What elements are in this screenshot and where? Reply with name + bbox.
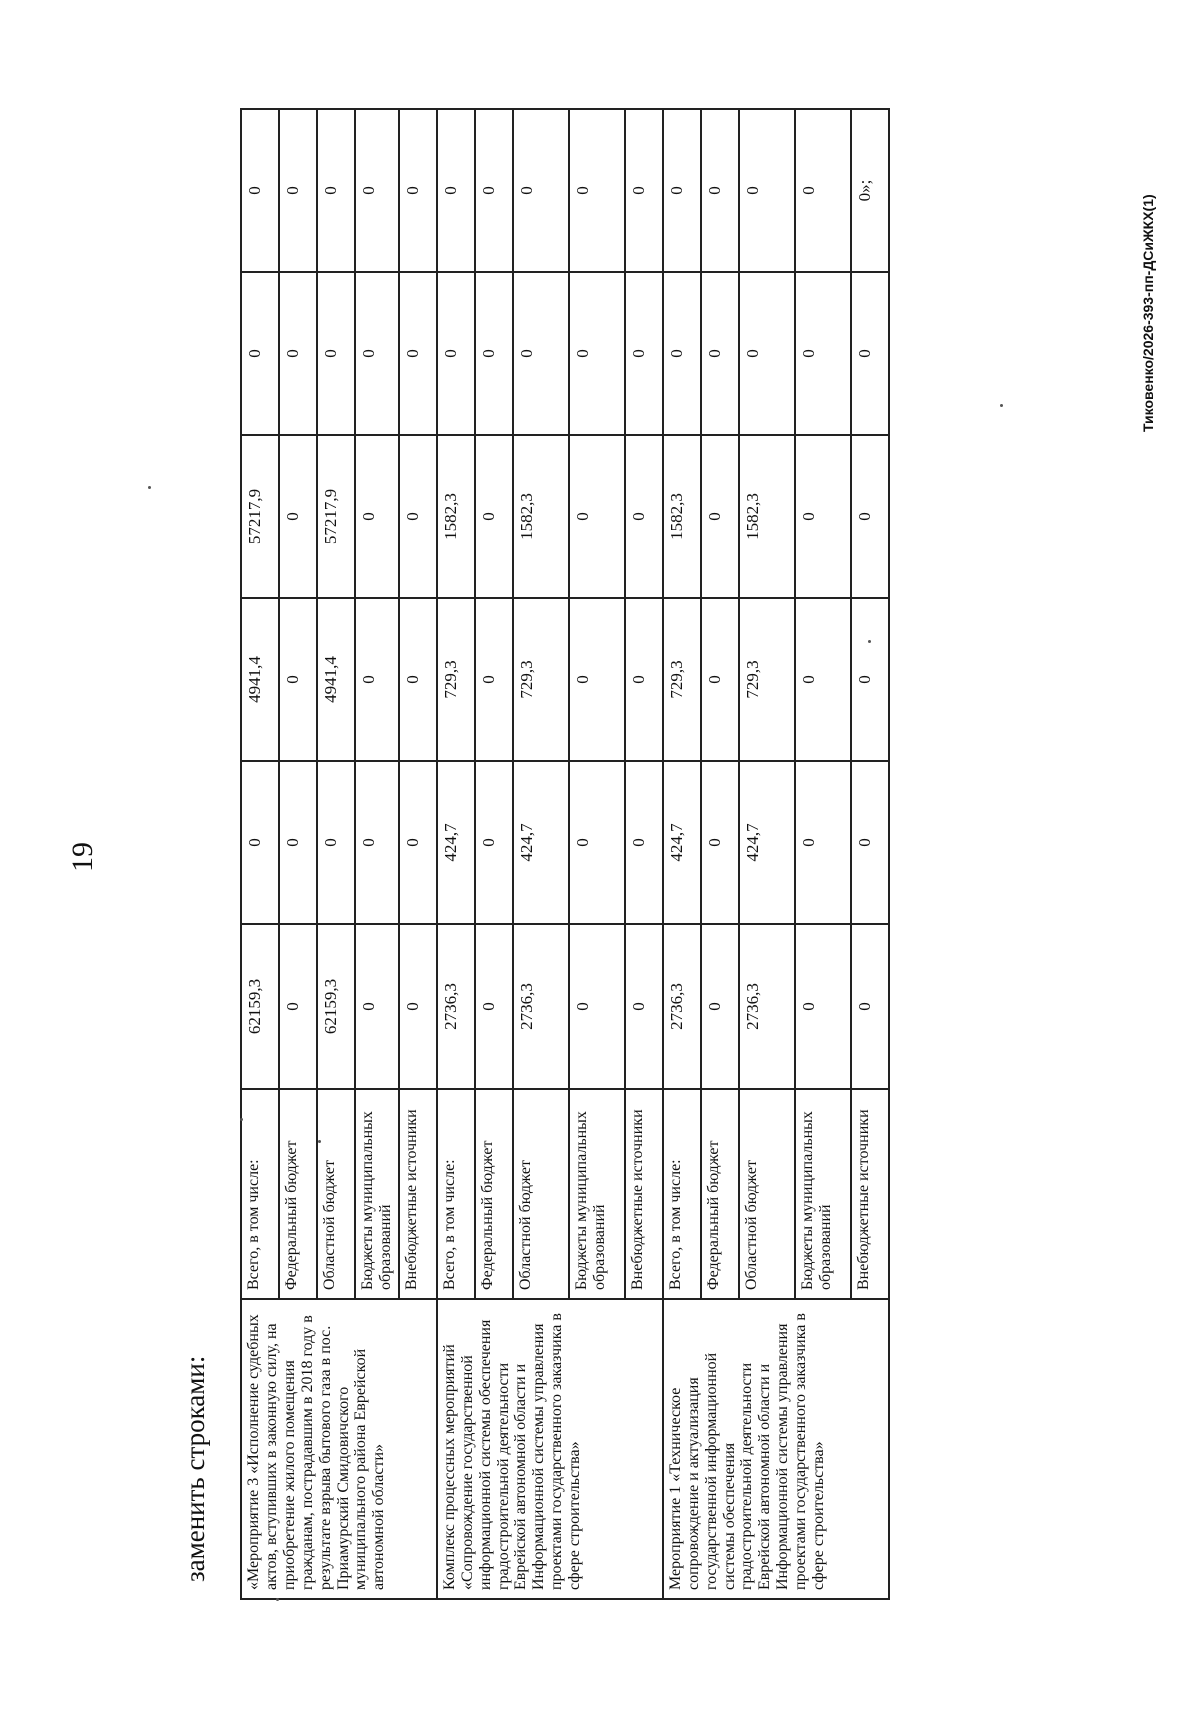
value-cell: 0 — [739, 109, 795, 272]
value-cell: 2736,3 — [437, 924, 475, 1089]
value-cell: 0 — [279, 435, 317, 598]
value-cell: 0 — [851, 598, 889, 761]
value-cell: 0 — [795, 924, 851, 1089]
value-cell: 1582,3 — [513, 435, 569, 598]
group-description: «Мероприятие 3 «Исполнение судебных актов, вступивших в законную силу, на приобретение жилого помещения гражданам, пострадавшим в 2018 году в результате взрыва бытового газа в пос. Приамурский Смидовичского муниципального района Еврейской автономной области» — [241, 1299, 437, 1599]
value-cell: 729,3 — [513, 598, 569, 761]
scan-speck — [868, 640, 871, 643]
value-cell: 0 — [701, 761, 739, 924]
funding-source: Внебюджетные источники — [399, 1089, 437, 1299]
value-cell: 0 — [795, 109, 851, 272]
funding-source: Внебюджетные источники — [851, 1089, 889, 1299]
value-cell: 62159,3 — [317, 924, 355, 1089]
value-cell: 0 — [355, 272, 399, 435]
value-cell: 424,7 — [739, 761, 795, 924]
funding-source: Федеральный бюджет — [279, 1089, 317, 1299]
value-cell: 4941,4 — [241, 598, 279, 761]
funding-source: Всего, в том числе: — [241, 1089, 279, 1299]
funding-source: Федеральный бюджет — [701, 1089, 739, 1299]
value-cell: 0 — [701, 435, 739, 598]
document-id: Тиковенко/2026-393-пп-ДСиЖКХ(1) — [1140, 194, 1156, 432]
value-cell: 0 — [701, 272, 739, 435]
scan-speck — [148, 486, 151, 489]
value-cell: 4941,4 — [317, 598, 355, 761]
value-cell: 0 — [355, 109, 399, 272]
page-number: 19 — [66, 842, 99, 872]
value-cell: 0 — [513, 272, 569, 435]
value-cell: 0 — [663, 109, 701, 272]
value-cell: 0 — [241, 761, 279, 924]
value-cell: 0 — [399, 272, 437, 435]
funding-source: Областной бюджет — [739, 1089, 795, 1299]
value-cell: 0 — [241, 272, 279, 435]
scan-speck — [240, 1118, 243, 1121]
value-cell: 424,7 — [513, 761, 569, 924]
value-cell: 0 — [625, 761, 663, 924]
funding-source: Областной бюджет — [317, 1089, 355, 1299]
value-cell: 0 — [739, 272, 795, 435]
scan-speck — [1000, 404, 1003, 407]
value-cell: 1582,3 — [663, 435, 701, 598]
value-cell: 0 — [355, 924, 399, 1089]
value-cell: 0 — [399, 598, 437, 761]
scan-speck — [276, 1598, 279, 1601]
value-cell: 0 — [279, 598, 317, 761]
value-cell: 0 — [625, 924, 663, 1089]
value-cell: 0 — [475, 435, 513, 598]
value-cell: 0 — [399, 109, 437, 272]
value-cell: 0 — [569, 924, 625, 1089]
value-cell: 0 — [663, 272, 701, 435]
value-cell: 0 — [399, 924, 437, 1089]
value-cell: 0 — [795, 598, 851, 761]
value-cell: 0 — [625, 109, 663, 272]
value-cell: 0 — [851, 272, 889, 435]
budget-table — [240, 108, 890, 1600]
value-cell: 0 — [437, 109, 475, 272]
value-cell: 62159,3 — [241, 924, 279, 1089]
value-cell: 0 — [795, 435, 851, 598]
value-cell: 0 — [317, 109, 355, 272]
value-cell: 0 — [851, 435, 889, 598]
value-cell: 0 — [569, 761, 625, 924]
value-cell: 0 — [317, 272, 355, 435]
funding-source: Бюджеты муниципальных образований — [355, 1089, 399, 1299]
funding-source: Бюджеты муниципальных образований — [569, 1089, 625, 1299]
value-cell: 424,7 — [663, 761, 701, 924]
value-cell: 0 — [279, 924, 317, 1089]
intro-text: заменить строками: — [180, 1355, 210, 1582]
value-cell: 0 — [569, 435, 625, 598]
value-cell: 0 — [569, 598, 625, 761]
value-cell: 729,3 — [739, 598, 795, 761]
value-cell: 729,3 — [437, 598, 475, 761]
value-cell: 729,3 — [663, 598, 701, 761]
value-cell: 1582,3 — [739, 435, 795, 598]
value-cell: 0 — [399, 435, 437, 598]
value-cell: 0 — [851, 761, 889, 924]
group-description: Мероприятие 1 «Техническое сопровождение и актуализация государственной информационной системы обеспечения градостроительной деятельности Еврейской автономной области и Информационной системы управления проектами государственного заказчика в сфере строительства» — [663, 1299, 889, 1599]
value-cell: 57217,9 — [317, 435, 355, 598]
value-cell: 0 — [475, 109, 513, 272]
value-cell: 0 — [625, 272, 663, 435]
value-cell: 57217,9 — [241, 435, 279, 598]
table-row — [241, 109, 279, 1599]
value-cell: 0 — [475, 924, 513, 1089]
value-cell: 0 — [279, 109, 317, 272]
value-cell: 2736,3 — [663, 924, 701, 1089]
value-cell: 0 — [355, 761, 399, 924]
value-cell: 0 — [701, 924, 739, 1089]
table-row — [437, 109, 475, 1599]
value-cell: 424,7 — [437, 761, 475, 924]
value-cell: 0 — [355, 435, 399, 598]
funding-source: Бюджеты муниципальных образований — [795, 1089, 851, 1299]
funding-source: Всего, в том числе: — [437, 1089, 475, 1299]
funding-source: Внебюджетные источники — [625, 1089, 663, 1299]
funding-source: Всего, в том числе: — [663, 1089, 701, 1299]
value-cell: 0 — [279, 272, 317, 435]
value-cell: 0 — [475, 272, 513, 435]
scan-speck — [318, 1140, 321, 1143]
value-cell: 1582,3 — [437, 435, 475, 598]
value-cell: 0 — [475, 761, 513, 924]
table-row — [663, 109, 701, 1599]
value-cell: 0 — [701, 109, 739, 272]
value-cell: 0 — [625, 435, 663, 598]
value-cell: 2736,3 — [739, 924, 795, 1089]
value-cell: 0 — [569, 272, 625, 435]
value-cell: 0 — [851, 924, 889, 1089]
table-body — [241, 109, 889, 1599]
value-cell: 0 — [437, 272, 475, 435]
value-cell: 0 — [701, 598, 739, 761]
value-cell: 0 — [513, 109, 569, 272]
value-cell: 0 — [475, 598, 513, 761]
value-cell: 0 — [399, 761, 437, 924]
value-cell: 0»; — [851, 109, 889, 272]
value-cell: 0 — [355, 598, 399, 761]
value-cell: 0 — [569, 109, 625, 272]
group-description: Комплекс процессных мероприятий «Сопровождение государственной информационной системы обеспечения градостроительной деятельности Еврейской автономной области и Информационной системы управления проектами государственного заказчика в сфере строительства» — [437, 1299, 663, 1599]
value-cell: 0 — [241, 109, 279, 272]
value-cell: 2736,3 — [513, 924, 569, 1089]
funding-source: Федеральный бюджет — [475, 1089, 513, 1299]
value-cell: 0 — [625, 598, 663, 761]
value-cell: 0 — [317, 761, 355, 924]
value-cell: 0 — [279, 761, 317, 924]
value-cell: 0 — [795, 272, 851, 435]
value-cell: 0 — [795, 761, 851, 924]
funding-source: Областной бюджет — [513, 1089, 569, 1299]
